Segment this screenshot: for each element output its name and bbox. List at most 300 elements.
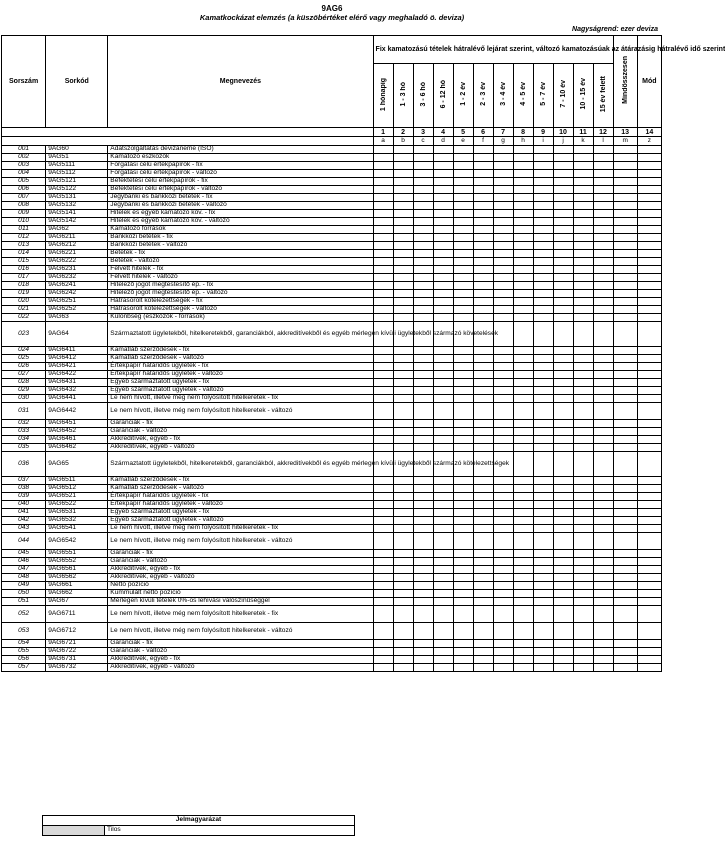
value-cell[interactable] — [433, 656, 453, 664]
value-cell[interactable] — [433, 290, 453, 298]
value-cell[interactable] — [393, 290, 413, 298]
value-cell[interactable] — [473, 363, 493, 371]
value-cell[interactable] — [493, 493, 513, 501]
value-cell[interactable] — [473, 266, 493, 274]
value-cell[interactable] — [393, 194, 413, 202]
value-cell[interactable] — [493, 477, 513, 485]
value-cell[interactable] — [593, 428, 613, 436]
value-cell[interactable] — [413, 178, 433, 186]
value-cell[interactable] — [413, 314, 433, 322]
value-cell[interactable] — [413, 258, 433, 266]
value-cell[interactable] — [453, 242, 473, 250]
value-cell[interactable] — [473, 623, 493, 640]
value-cell[interactable] — [613, 606, 637, 623]
value-cell[interactable] — [637, 648, 661, 656]
value-cell[interactable] — [513, 379, 533, 387]
value-cell[interactable] — [593, 282, 613, 290]
value-cell[interactable] — [413, 582, 433, 590]
value-cell[interactable] — [373, 558, 393, 566]
value-cell[interactable] — [413, 347, 433, 355]
value-cell[interactable] — [553, 517, 573, 525]
value-cell[interactable] — [373, 533, 393, 550]
value-cell[interactable] — [433, 178, 453, 186]
value-cell[interactable] — [533, 590, 553, 598]
value-cell[interactable] — [613, 428, 637, 436]
value-cell[interactable] — [637, 493, 661, 501]
value-cell[interactable] — [473, 525, 493, 533]
value-cell[interactable] — [453, 234, 473, 242]
value-cell[interactable] — [593, 242, 613, 250]
value-cell[interactable] — [513, 590, 533, 598]
value-cell[interactable] — [373, 363, 393, 371]
value-cell[interactable] — [637, 210, 661, 218]
value-cell[interactable] — [553, 306, 573, 314]
value-cell[interactable] — [453, 493, 473, 501]
value-cell[interactable] — [433, 395, 453, 403]
value-cell[interactable] — [413, 403, 433, 420]
value-cell[interactable] — [573, 162, 593, 170]
value-cell[interactable] — [533, 623, 553, 640]
value-cell[interactable] — [513, 558, 533, 566]
value-cell[interactable] — [613, 582, 637, 590]
value-cell[interactable] — [613, 420, 637, 428]
value-cell[interactable] — [453, 202, 473, 210]
value-cell[interactable] — [373, 428, 393, 436]
value-cell[interactable] — [493, 623, 513, 640]
value-cell[interactable] — [533, 170, 553, 178]
value-cell[interactable] — [493, 420, 513, 428]
value-cell[interactable] — [553, 493, 573, 501]
value-cell[interactable] — [637, 477, 661, 485]
value-cell[interactable] — [573, 306, 593, 314]
value-cell[interactable] — [373, 170, 393, 178]
value-cell[interactable] — [593, 648, 613, 656]
value-cell[interactable] — [493, 282, 513, 290]
value-cell[interactable] — [553, 525, 573, 533]
value-cell[interactable] — [513, 154, 533, 162]
value-cell[interactable] — [553, 566, 573, 574]
value-cell[interactable] — [493, 590, 513, 598]
value-cell[interactable] — [553, 558, 573, 566]
value-cell[interactable] — [413, 485, 433, 493]
value-cell[interactable] — [473, 428, 493, 436]
value-cell[interactable] — [413, 598, 433, 606]
value-cell[interactable] — [593, 194, 613, 202]
value-cell[interactable] — [393, 347, 413, 355]
value-cell[interactable] — [433, 314, 453, 322]
value-cell[interactable] — [453, 590, 473, 598]
value-cell[interactable] — [493, 290, 513, 298]
value-cell[interactable] — [493, 403, 513, 420]
value-cell[interactable] — [513, 395, 533, 403]
value-cell[interactable] — [593, 178, 613, 186]
value-cell[interactable] — [393, 282, 413, 290]
value-cell[interactable] — [373, 154, 393, 162]
value-cell[interactable] — [373, 347, 393, 355]
value-cell[interactable] — [593, 558, 613, 566]
value-cell[interactable] — [513, 226, 533, 234]
value-cell[interactable] — [453, 347, 473, 355]
value-cell[interactable] — [373, 509, 393, 517]
value-cell[interactable] — [553, 509, 573, 517]
value-cell[interactable] — [553, 590, 573, 598]
value-cell[interactable] — [533, 574, 553, 582]
value-cell[interactable] — [573, 590, 593, 598]
value-cell[interactable] — [593, 444, 613, 452]
value-cell[interactable] — [553, 452, 573, 477]
value-cell[interactable] — [373, 274, 393, 282]
value-cell[interactable] — [533, 566, 553, 574]
value-cell[interactable] — [553, 420, 573, 428]
value-cell[interactable] — [513, 566, 533, 574]
value-cell[interactable] — [413, 648, 433, 656]
value-cell[interactable] — [373, 598, 393, 606]
value-cell[interactable] — [533, 501, 553, 509]
value-cell[interactable] — [473, 517, 493, 525]
value-cell[interactable] — [573, 485, 593, 493]
value-cell[interactable] — [433, 210, 453, 218]
value-cell[interactable] — [373, 590, 393, 598]
value-cell[interactable] — [573, 290, 593, 298]
value-cell[interactable] — [413, 656, 433, 664]
value-cell[interactable] — [453, 379, 473, 387]
value-cell[interactable] — [393, 242, 413, 250]
value-cell[interactable] — [637, 146, 661, 154]
value-cell[interactable] — [513, 477, 533, 485]
value-cell[interactable] — [637, 170, 661, 178]
value-cell[interactable] — [413, 234, 433, 242]
value-cell[interactable] — [573, 250, 593, 258]
value-cell[interactable] — [553, 656, 573, 664]
value-cell[interactable] — [453, 170, 473, 178]
value-cell[interactable] — [533, 363, 553, 371]
value-cell[interactable] — [613, 258, 637, 266]
value-cell[interactable] — [373, 146, 393, 154]
value-cell[interactable] — [533, 387, 553, 395]
value-cell[interactable] — [493, 444, 513, 452]
value-cell[interactable] — [453, 623, 473, 640]
value-cell[interactable] — [453, 550, 473, 558]
value-cell[interactable] — [573, 493, 593, 501]
value-cell[interactable] — [433, 525, 453, 533]
value-cell[interactable] — [413, 274, 433, 282]
value-cell[interactable] — [637, 598, 661, 606]
value-cell[interactable] — [453, 428, 473, 436]
value-cell[interactable] — [533, 452, 553, 477]
value-cell[interactable] — [513, 363, 533, 371]
value-cell[interactable] — [393, 485, 413, 493]
value-cell[interactable] — [613, 290, 637, 298]
value-cell[interactable] — [393, 640, 413, 648]
value-cell[interactable] — [413, 428, 433, 436]
value-cell[interactable] — [453, 355, 473, 363]
value-cell[interactable] — [413, 664, 433, 672]
value-cell[interactable] — [613, 664, 637, 672]
value-cell[interactable] — [573, 363, 593, 371]
value-cell[interactable] — [513, 210, 533, 218]
value-cell[interactable] — [373, 550, 393, 558]
value-cell[interactable] — [493, 234, 513, 242]
value-cell[interactable] — [453, 363, 473, 371]
value-cell[interactable] — [513, 194, 533, 202]
value-cell[interactable] — [373, 371, 393, 379]
value-cell[interactable] — [493, 170, 513, 178]
value-cell[interactable] — [393, 387, 413, 395]
value-cell[interactable] — [513, 525, 533, 533]
value-cell[interactable] — [473, 250, 493, 258]
value-cell[interactable] — [533, 656, 553, 664]
value-cell[interactable] — [373, 266, 393, 274]
value-cell[interactable] — [453, 162, 473, 170]
value-cell[interactable] — [433, 558, 453, 566]
value-cell[interactable] — [493, 355, 513, 363]
value-cell[interactable] — [553, 550, 573, 558]
value-cell[interactable] — [373, 403, 393, 420]
value-cell[interactable] — [493, 250, 513, 258]
value-cell[interactable] — [453, 444, 473, 452]
value-cell[interactable] — [473, 656, 493, 664]
value-cell[interactable] — [593, 664, 613, 672]
value-cell[interactable] — [513, 598, 533, 606]
value-cell[interactable] — [433, 590, 453, 598]
value-cell[interactable] — [533, 250, 553, 258]
value-cell[interactable] — [613, 598, 637, 606]
value-cell[interactable] — [413, 436, 433, 444]
value-cell[interactable] — [513, 347, 533, 355]
value-cell[interactable] — [573, 178, 593, 186]
value-cell[interactable] — [573, 154, 593, 162]
value-cell[interactable] — [593, 533, 613, 550]
value-cell[interactable] — [573, 371, 593, 379]
value-cell[interactable] — [573, 656, 593, 664]
value-cell[interactable] — [593, 210, 613, 218]
value-cell[interactable] — [493, 154, 513, 162]
value-cell[interactable] — [533, 598, 553, 606]
value-cell[interactable] — [637, 664, 661, 672]
value-cell[interactable] — [593, 452, 613, 477]
value-cell[interactable] — [573, 606, 593, 623]
value-cell[interactable] — [593, 606, 613, 623]
value-cell[interactable] — [637, 242, 661, 250]
value-cell[interactable] — [637, 420, 661, 428]
value-cell[interactable] — [513, 186, 533, 194]
value-cell[interactable] — [493, 242, 513, 250]
value-cell[interactable] — [493, 371, 513, 379]
value-cell[interactable] — [593, 590, 613, 598]
value-cell[interactable] — [373, 436, 393, 444]
value-cell[interactable] — [573, 477, 593, 485]
value-cell[interactable] — [473, 170, 493, 178]
value-cell[interactable] — [613, 194, 637, 202]
value-cell[interactable] — [433, 420, 453, 428]
value-cell[interactable] — [553, 162, 573, 170]
value-cell[interactable] — [637, 274, 661, 282]
value-cell[interactable] — [573, 387, 593, 395]
value-cell[interactable] — [433, 566, 453, 574]
value-cell[interactable] — [373, 501, 393, 509]
value-cell[interactable] — [493, 656, 513, 664]
value-cell[interactable] — [637, 202, 661, 210]
value-cell[interactable] — [433, 533, 453, 550]
value-cell[interactable] — [573, 640, 593, 648]
value-cell[interactable] — [573, 194, 593, 202]
value-cell[interactable] — [553, 242, 573, 250]
value-cell[interactable] — [373, 355, 393, 363]
value-cell[interactable] — [637, 306, 661, 314]
value-cell[interactable] — [433, 387, 453, 395]
value-cell[interactable] — [493, 202, 513, 210]
value-cell[interactable] — [453, 218, 473, 226]
value-cell[interactable] — [513, 493, 533, 501]
value-cell[interactable] — [533, 403, 553, 420]
value-cell[interactable] — [493, 395, 513, 403]
value-cell[interactable] — [473, 282, 493, 290]
value-cell[interactable] — [453, 640, 473, 648]
value-cell[interactable] — [573, 623, 593, 640]
value-cell[interactable] — [493, 258, 513, 266]
value-cell[interactable] — [393, 202, 413, 210]
value-cell[interactable] — [393, 574, 413, 582]
value-cell[interactable] — [613, 379, 637, 387]
value-cell[interactable] — [473, 274, 493, 282]
value-cell[interactable] — [533, 347, 553, 355]
value-cell[interactable] — [513, 387, 533, 395]
value-cell[interactable] — [533, 154, 553, 162]
value-cell[interactable] — [393, 218, 413, 226]
value-cell[interactable] — [413, 250, 433, 258]
value-cell[interactable] — [513, 501, 533, 509]
value-cell[interactable] — [433, 648, 453, 656]
value-cell[interactable] — [513, 452, 533, 477]
value-cell[interactable] — [453, 574, 473, 582]
value-cell[interactable] — [613, 250, 637, 258]
value-cell[interactable] — [473, 444, 493, 452]
value-cell[interactable] — [553, 363, 573, 371]
value-cell[interactable] — [413, 226, 433, 234]
value-cell[interactable] — [613, 525, 637, 533]
value-cell[interactable] — [453, 395, 473, 403]
value-cell[interactable] — [513, 648, 533, 656]
value-cell[interactable] — [393, 420, 413, 428]
value-cell[interactable] — [637, 363, 661, 371]
value-cell[interactable] — [593, 266, 613, 274]
value-cell[interactable] — [533, 485, 553, 493]
value-cell[interactable] — [433, 258, 453, 266]
value-cell[interactable] — [513, 574, 533, 582]
value-cell[interactable] — [533, 436, 553, 444]
value-cell[interactable] — [553, 582, 573, 590]
value-cell[interactable] — [473, 640, 493, 648]
value-cell[interactable] — [453, 606, 473, 623]
value-cell[interactable] — [373, 485, 393, 493]
value-cell[interactable] — [553, 477, 573, 485]
value-cell[interactable] — [433, 403, 453, 420]
value-cell[interactable] — [513, 582, 533, 590]
value-cell[interactable] — [637, 162, 661, 170]
value-cell[interactable] — [593, 347, 613, 355]
value-cell[interactable] — [533, 186, 553, 194]
value-cell[interactable] — [453, 517, 473, 525]
value-cell[interactable] — [613, 162, 637, 170]
value-cell[interactable] — [513, 250, 533, 258]
value-cell[interactable] — [553, 186, 573, 194]
value-cell[interactable] — [533, 517, 553, 525]
value-cell[interactable] — [637, 226, 661, 234]
value-cell[interactable] — [373, 640, 393, 648]
value-cell[interactable] — [613, 178, 637, 186]
value-cell[interactable] — [573, 525, 593, 533]
value-cell[interactable] — [533, 322, 553, 347]
value-cell[interactable] — [637, 525, 661, 533]
value-cell[interactable] — [637, 436, 661, 444]
value-cell[interactable] — [573, 558, 593, 566]
value-cell[interactable] — [593, 226, 613, 234]
value-cell[interactable] — [393, 379, 413, 387]
value-cell[interactable] — [613, 444, 637, 452]
value-cell[interactable] — [513, 509, 533, 517]
value-cell[interactable] — [553, 606, 573, 623]
value-cell[interactable] — [453, 387, 473, 395]
value-cell[interactable] — [593, 355, 613, 363]
value-cell[interactable] — [473, 379, 493, 387]
value-cell[interactable] — [613, 452, 637, 477]
value-cell[interactable] — [393, 146, 413, 154]
value-cell[interactable] — [373, 178, 393, 186]
value-cell[interactable] — [393, 444, 413, 452]
value-cell[interactable] — [413, 290, 433, 298]
value-cell[interactable] — [573, 274, 593, 282]
value-cell[interactable] — [573, 266, 593, 274]
value-cell[interactable] — [453, 566, 473, 574]
value-cell[interactable] — [613, 623, 637, 640]
value-cell[interactable] — [637, 444, 661, 452]
value-cell[interactable] — [413, 210, 433, 218]
value-cell[interactable] — [373, 194, 393, 202]
value-cell[interactable] — [393, 258, 413, 266]
value-cell[interactable] — [593, 371, 613, 379]
value-cell[interactable] — [513, 162, 533, 170]
value-cell[interactable] — [613, 485, 637, 493]
value-cell[interactable] — [573, 322, 593, 347]
value-cell[interactable] — [637, 574, 661, 582]
value-cell[interactable] — [453, 282, 473, 290]
value-cell[interactable] — [393, 395, 413, 403]
value-cell[interactable] — [493, 509, 513, 517]
value-cell[interactable] — [453, 371, 473, 379]
value-cell[interactable] — [573, 428, 593, 436]
value-cell[interactable] — [453, 146, 473, 154]
value-cell[interactable] — [533, 146, 553, 154]
value-cell[interactable] — [553, 395, 573, 403]
value-cell[interactable] — [413, 525, 433, 533]
value-cell[interactable] — [613, 347, 637, 355]
value-cell[interactable] — [413, 574, 433, 582]
value-cell[interactable] — [433, 282, 453, 290]
value-cell[interactable] — [393, 428, 413, 436]
value-cell[interactable] — [637, 395, 661, 403]
value-cell[interactable] — [553, 154, 573, 162]
value-cell[interactable] — [373, 186, 393, 194]
value-cell[interactable] — [593, 656, 613, 664]
value-cell[interactable] — [573, 574, 593, 582]
value-cell[interactable] — [393, 226, 413, 234]
value-cell[interactable] — [393, 266, 413, 274]
value-cell[interactable] — [513, 314, 533, 322]
value-cell[interactable] — [553, 314, 573, 322]
value-cell[interactable] — [473, 477, 493, 485]
value-cell[interactable] — [473, 598, 493, 606]
value-cell[interactable] — [473, 436, 493, 444]
